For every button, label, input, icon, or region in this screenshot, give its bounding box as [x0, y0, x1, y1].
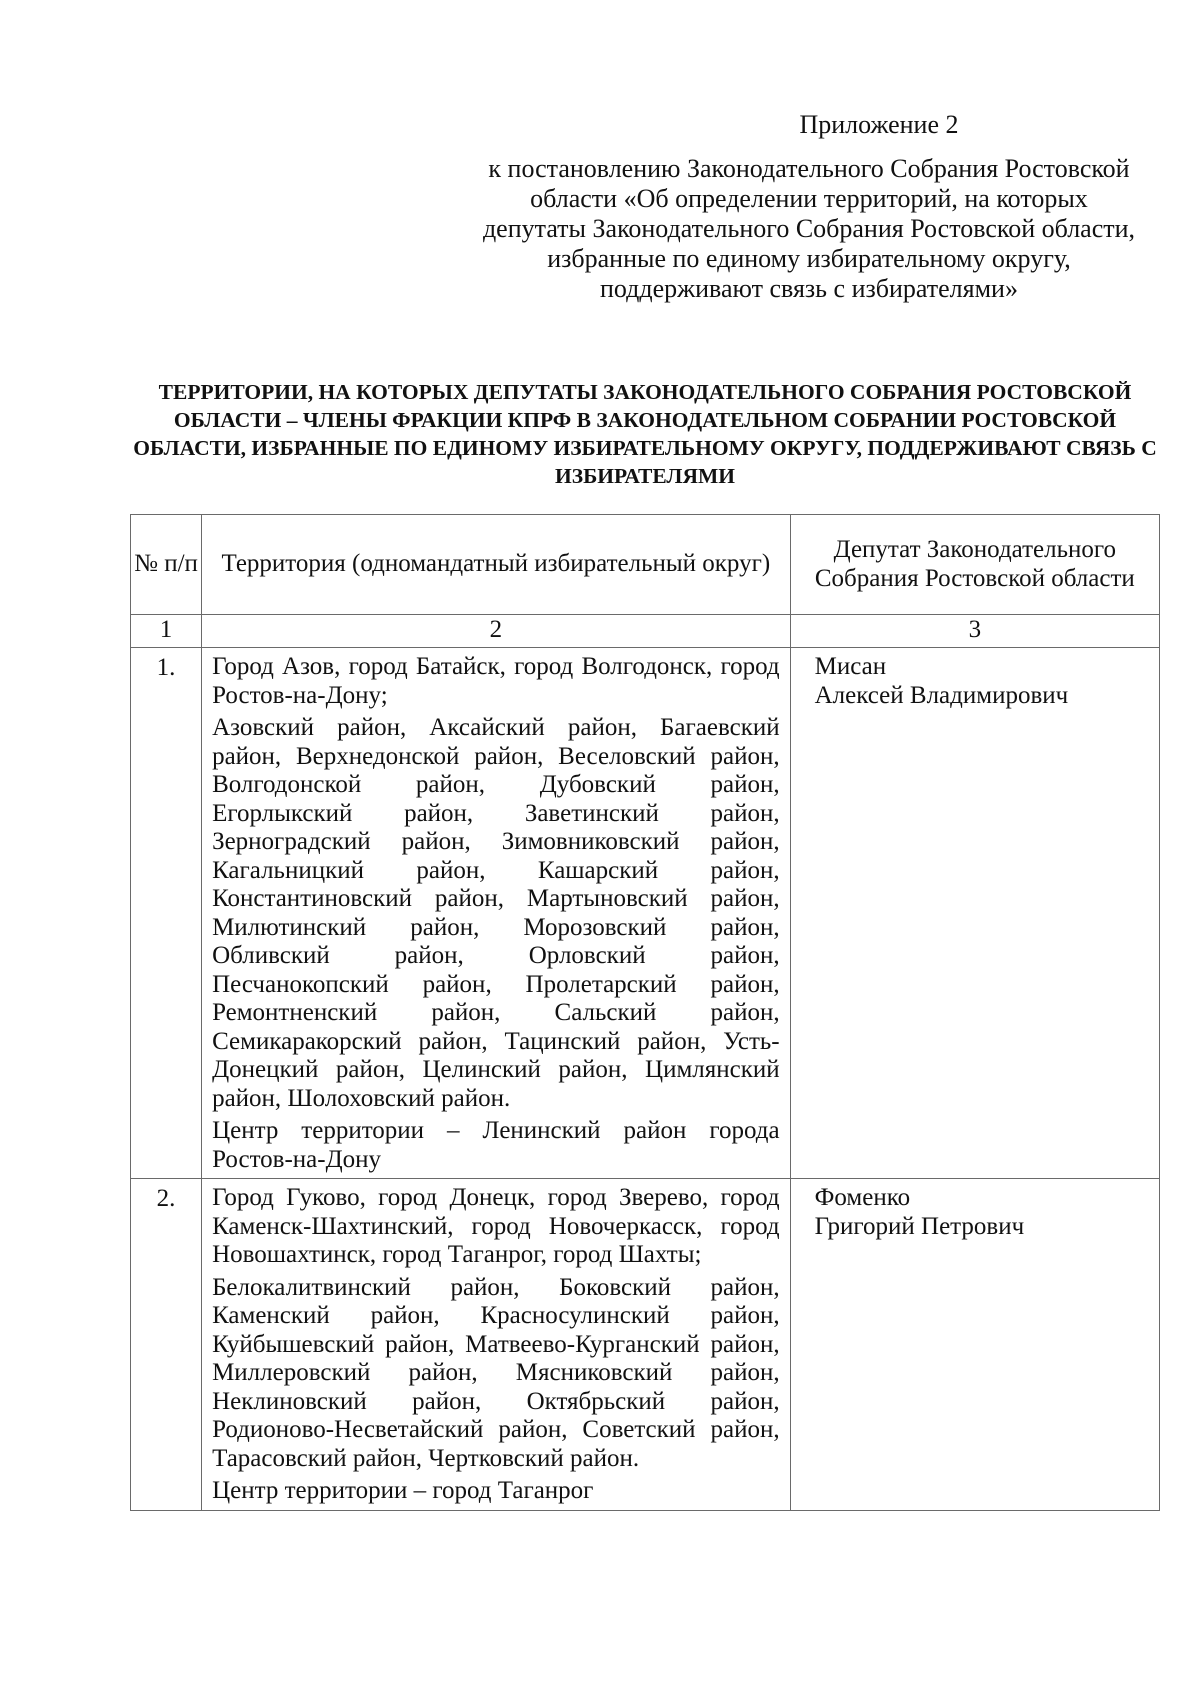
column-index: 1	[131, 615, 202, 648]
deputy-cell	[790, 648, 1159, 1179]
territories-table	[130, 514, 1160, 1511]
table-row	[131, 648, 1160, 1179]
territory-cell	[202, 1179, 791, 1511]
appendix-block	[480, 110, 1138, 304]
appendix-reference: к постановлению Законодательного Собрания Ростовской области «Об определении территорий, на которых депутаты Законодательного Собрания Ростовской области, избранные по единому избирательному округу, поддерживают связь с избирателями»	[482, 154, 1136, 303]
row-number: 1.	[131, 648, 202, 1179]
document-heading: ТЕРРИТОРИИ, НА КОТОРЫХ ДЕПУТАТЫ ЗАКОНОДАТЕЛЬНОГО СОБРАНИЯ РОСТОВСКОЙ ОБЛАСТИ – ЧЛЕНЫ ФРАКЦИИ КПРФ В ЗАКОНОДАТЕЛЬНОМ СОБРАНИИ РОСТОВСКОЙ ОБЛАСТИ, ИЗБРАННЫЕ ПО ЕДИНОМУ ИЗБИРАТЕЛЬНОМУ ОКРУГУ, ПОДДЕРЖИВАЮТ СВЯЗЬ С ИЗБИРАТЕЛЯМИ	[133, 380, 1157, 488]
territory-districts: Азовский район, Аксайский район, Багаевский район, Верхнедонской район, Веселовский район, Волгодонской район, Дубовский район, Егорлыкский район, Заветинский район, Зерноградский район, Зимовниковский район, Кагальницкий район, Кашарский район, Константиновский район, Мартыновский район, Милютинский район, Морозовский район, Обливский район, Орловский район, Песчанокопский район, Пролетарский район, Ремонтненский район, Сальский район, Семикаракорский район, Тацинский район, Усть-Донецкий район, Целинский район, Цимлянский район, Шолоховский район.	[212, 714, 780, 1112]
territory-cell	[202, 648, 791, 1179]
deputy-cell	[790, 1179, 1159, 1511]
deputy-surname: Фоменко	[814, 1184, 911, 1211]
appendix-number: Приложение 2	[799, 110, 959, 139]
territory-cities: Город Азов, город Батайск, город Волгодонск, город Ростов-на-Дону;	[212, 653, 780, 709]
column-index: 2	[202, 615, 791, 648]
territory-cities: Город Гуково, город Донецк, город Зверево, город Каменск-Шахтинский, город Новочеркасск, город Новошахтинск, город Таганрог, город Шахты;	[212, 1184, 780, 1268]
column-index: 3	[790, 615, 1159, 648]
territory-center: Центр территории – город Таганрог	[212, 1477, 594, 1504]
deputy-name: Григорий Петрович	[814, 1212, 1025, 1240]
deputy-name: Алексей Владимирович	[814, 681, 1069, 709]
territory-center: Центр территории – Ленинский район города Ростов-на-Дону	[212, 1117, 780, 1173]
header-deputy: Депутат Законодательного Собрания Ростовской области	[790, 515, 1159, 615]
column-index-row	[131, 615, 1160, 648]
table-row	[131, 1179, 1160, 1511]
header-territory: Территория (одномандатный избирательный округ)	[202, 515, 791, 615]
territory-districts: Белокалитвинский район, Боковский район, Каменский район, Красносулинский район, Куйбышевский район, Матвеево-Курганский район, Миллеровский район, Мясниковский район, Неклиновский район, Октябрьский район, Родионово-Несветайский район, Советский район, Тарасовский район, Чертковский район.	[212, 1273, 780, 1472]
deputy-surname: Мисан	[814, 653, 887, 680]
row-number: 2.	[131, 1179, 202, 1511]
table-header-row	[131, 515, 1160, 615]
header-number: № п/п	[131, 515, 202, 615]
